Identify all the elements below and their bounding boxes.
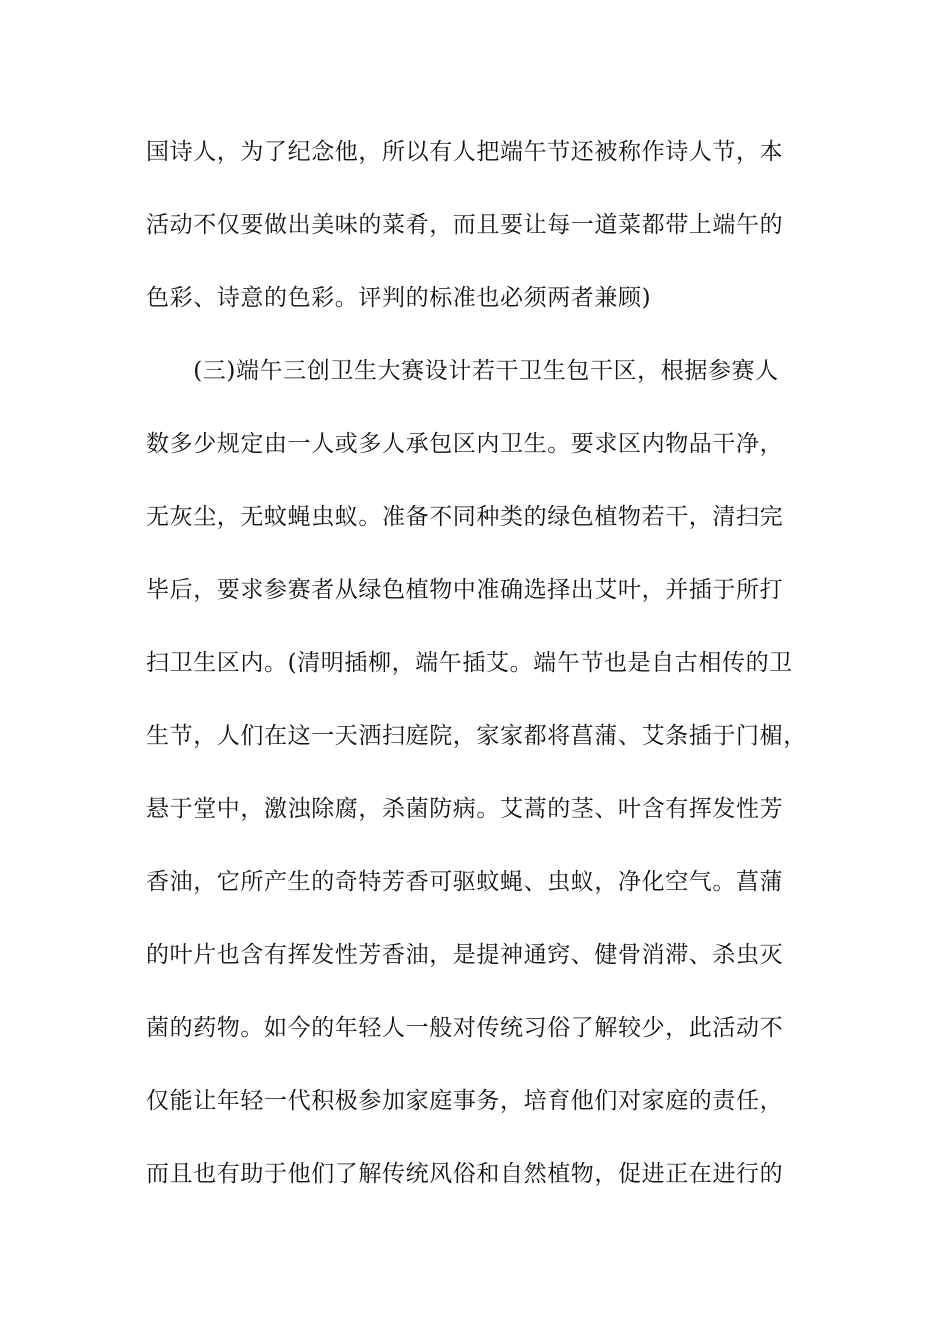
text-line: 仅能让年轻一代积极参加家庭事务，培育他们对家庭的责任， (146, 1088, 784, 1114)
text-line: 菌的药物。如今的年轻人一般对传统习俗了解较少，此活动不 (146, 1015, 784, 1041)
text-line: 毕后，要求参赛者从绿色植物中准确选择出艾叶，并插于所打 (146, 577, 784, 603)
text-line: 国诗人，为了纪念他，所以有人把端午节还被称作诗人节，本 (146, 139, 784, 165)
text-line: 生节，人们在这一天洒扫庭院，家家都将菖蒲、艾条插于门楣， (146, 723, 807, 749)
text-line: 活动不仅要做出美味的菜肴，而且要让每一道菜都带上端午的 (146, 212, 784, 238)
text-line: 而且也有助于他们了解传统风俗和自然植物，促进正在进行的 (146, 1161, 784, 1187)
text-line: 悬于堂中，激浊除腐，杀菌防病。艾蒿的茎、叶含有挥发性芳 (146, 796, 784, 822)
text-line: 香油，它所产生的奇特芳香可驱蚊蝇、虫蚁，净化空气。菖蒲 (146, 869, 784, 895)
text-line: 数多少规定由一人或多人承包区内卫生。要求区内物品干净， (146, 431, 784, 457)
body-text (146, 123, 826, 1218)
text-line: (三)端午三创卫生大赛设计若干卫生包干区，根据参赛人 (146, 358, 779, 384)
text-line: 扫卫生区内。(清明插柳，端午插艾。端午节也是自古相传的卫 (146, 650, 793, 676)
text-line: 无灰尘，无蚊蝇虫蚁。准备不同种类的绿色植物若干，清扫完 (146, 504, 784, 530)
text-line: 的叶片也含有挥发性芳香油，是提神通窍、健骨消滞、杀虫灭 (146, 942, 784, 968)
text-line: 色彩、诗意的色彩。评判的标准也必须两者兼顾) (146, 285, 652, 311)
